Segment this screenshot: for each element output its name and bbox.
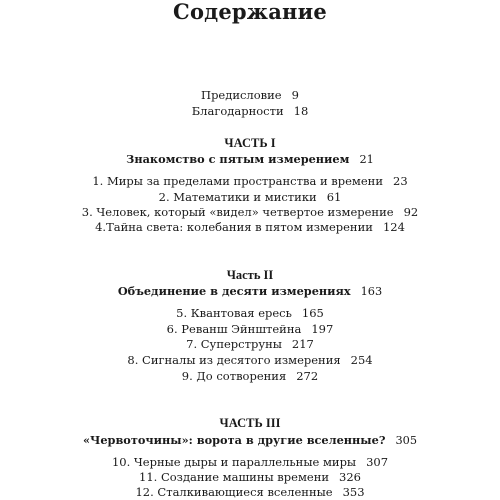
part-title-text: «Червоточины»: ворота в другие вселенные? xyxy=(82,433,386,447)
part-3-title xyxy=(0,433,500,448)
toc-entry-chapter-10 xyxy=(0,455,500,469)
toc-entry-chapter-1 xyxy=(0,174,500,188)
toc-entry-chapter-8 xyxy=(0,353,500,367)
toc-entry-chapter-9 xyxy=(0,369,500,383)
entry-label: Благодарности xyxy=(191,104,284,118)
entry-label: 11. Создание машины времени xyxy=(139,470,330,484)
entry-label: 5. Квантовая ересь xyxy=(176,306,292,320)
toc-entry-chapter-5 xyxy=(0,306,500,320)
entry-label: 8. Сигналы из десятого измерения xyxy=(127,353,341,367)
toc-entry-chapter-4 xyxy=(0,220,500,234)
entry-page-number: 124 xyxy=(382,220,405,234)
entry-label: 3. Человек, который «видел» четвертое измерение xyxy=(81,205,394,219)
entry-label: 1. Миры за пределами пространства и времени xyxy=(92,174,383,188)
toc-entry-chapter-2 xyxy=(0,190,500,204)
part-title-text: Объединение в десяти измерениях xyxy=(117,284,351,298)
entry-page-number: 61 xyxy=(326,190,342,204)
entry-page-number: 353 xyxy=(342,485,365,499)
entry-page-number: 217 xyxy=(291,337,314,351)
part-page-number: 305 xyxy=(395,434,418,447)
entry-page-number: 92 xyxy=(403,205,419,219)
part-page-number: 163 xyxy=(360,285,383,298)
toc-entry-chapter-12 xyxy=(0,485,500,499)
entry-label: 2. Математики и мистики xyxy=(158,190,317,204)
entry-label: 6. Реванш Эйнштейна xyxy=(166,322,302,336)
toc-entry-preface xyxy=(0,88,500,102)
page-title: Содержание xyxy=(173,0,327,24)
entry-page-number: 165 xyxy=(301,306,324,320)
entry-page-number: 18 xyxy=(293,104,309,118)
entry-page-number: 307 xyxy=(366,455,389,469)
toc-entry-chapter-11 xyxy=(0,470,500,484)
part-3-label: ЧАСТЬ III xyxy=(219,416,281,430)
entry-page-number: 9 xyxy=(291,88,299,102)
entry-label: 4.Тайна света: колебания в пятом измерении xyxy=(95,220,373,234)
part-title-text: Знакомство с пятым измерением xyxy=(126,152,350,166)
part-page-number: 21 xyxy=(359,153,374,166)
part-2-label: Часть II xyxy=(226,268,274,282)
toc-entry-chapter-6 xyxy=(0,322,500,336)
toc-entry-chapter-3 xyxy=(0,205,500,219)
entry-label: 7. Суперструны xyxy=(186,337,282,351)
entry-page-number: 254 xyxy=(350,353,373,367)
entry-page-number: 326 xyxy=(339,470,361,484)
entry-label: 12. Сталкивающиеся вселенные xyxy=(135,485,333,499)
part-1-title xyxy=(0,152,500,167)
entry-label: Предисловие xyxy=(201,88,282,102)
entry-page-number: 272 xyxy=(296,369,319,383)
toc-entry-chapter-7 xyxy=(0,337,500,351)
part-2-title xyxy=(0,284,500,299)
part-1-label: ЧАСТЬ I xyxy=(224,136,276,150)
entry-page-number: 197 xyxy=(311,322,334,336)
entry-page-number: 23 xyxy=(393,174,408,188)
entry-label: 9. До сотворения xyxy=(181,369,287,383)
toc-entry-acknowledgements xyxy=(0,104,500,118)
entry-label: 10. Черные дыры и параллельные миры xyxy=(111,455,357,469)
